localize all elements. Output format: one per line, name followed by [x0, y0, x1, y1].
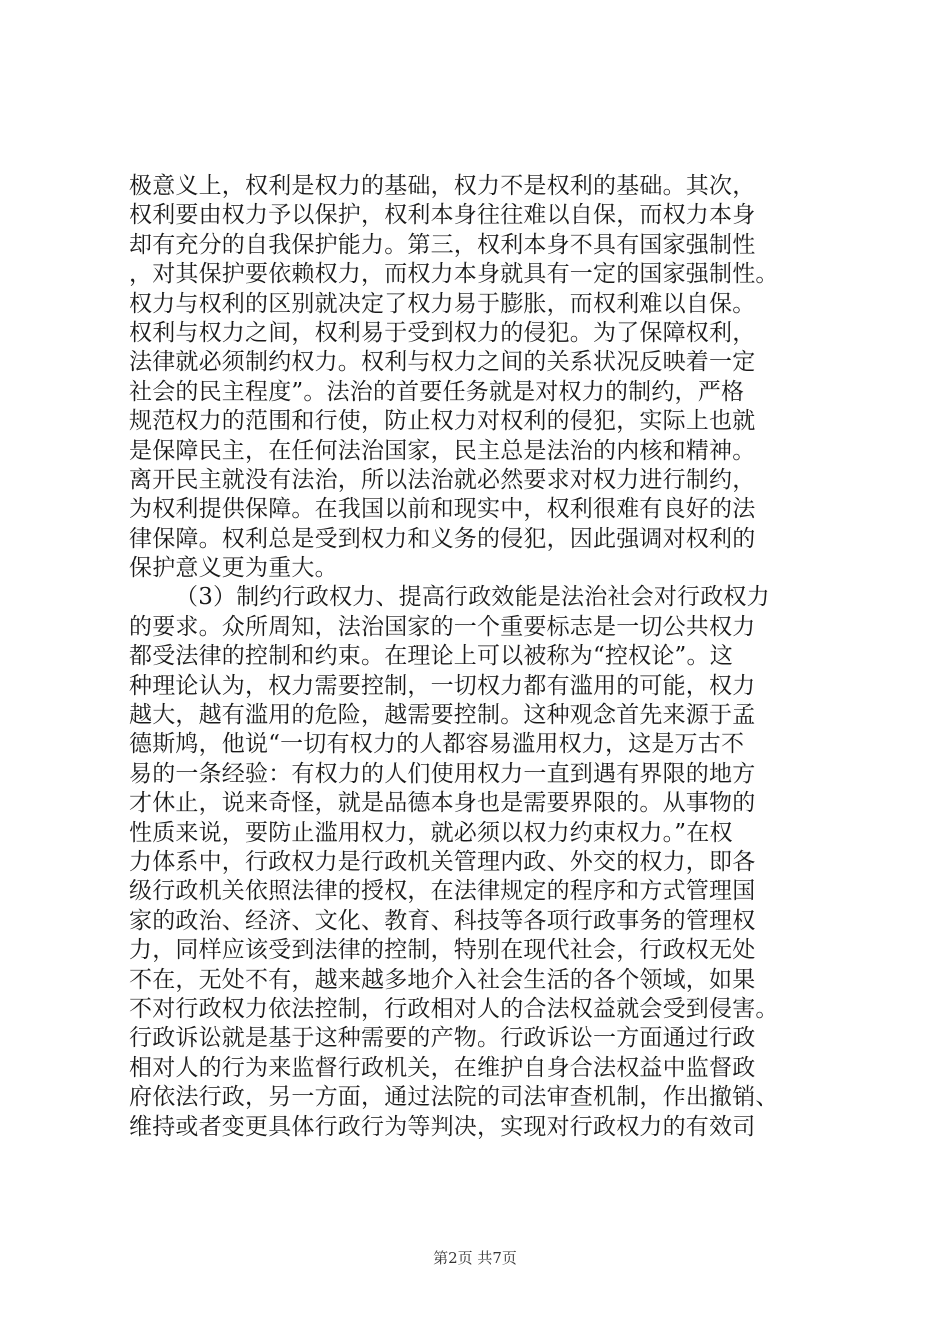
text-line: 极意义上，权利是权力的基础，权力不是权利的基础。其次，: [129, 173, 756, 199]
text-line: 行政诉讼就是基于这种需要的产物。行政诉讼一方面通过行政: [129, 1025, 756, 1052]
text-line: 的要求。众所周知，法治国家的一个重要标志是一切公共权力: [129, 613, 756, 640]
text-line: 才休止，说来奇怪，就是品德本身也是需要界限的。从事物的: [129, 790, 756, 817]
text-line: 权力与权利的区别就决定了权力易于膨胀，而权利难以自保。: [129, 290, 756, 317]
text-line: 法律就必须制约权力。权利与权力之间的关系状况反映着一定: [129, 349, 756, 376]
text-line: 德斯鸠，他说“一切有权力的人都容易滥用权力，这是万古不: [129, 731, 745, 758]
text-line: 不对行政权力依法控制，行政相对人的合法权益就会受到侵害。: [129, 995, 779, 1022]
text-line: 维持或者变更具体行政行为等判决，实现对行政权力的有效司: [129, 1113, 756, 1140]
text-line: 越大，越有滥用的危险，越需要控制。这种观念首先来源于孟: [129, 702, 756, 729]
text-line: 家的政治、经济、文化、教育、科技等各项行政事务的管理权: [129, 907, 756, 934]
text-line: 力，同样应该受到法律的控制，特别在现代社会，行政权无处: [129, 937, 756, 964]
text-line: 种理论认为，权力需要控制，一切权力都有滥用的可能，权力: [129, 672, 756, 699]
text-line: 为权利提供保障。在我国以前和现实中，权利很难有良好的法: [129, 496, 756, 523]
text-line: 却有充分的自我保护能力。第三，权利本身不具有国家强制性: [129, 231, 756, 258]
text-line: ，对其保护要依赖权力，而权力本身就具有一定的国家强制性。: [129, 261, 779, 288]
text-line: 不在，无处不有，越来越多地介入社会生活的各个领域，如果: [129, 966, 756, 993]
paragraph-start-line: （3）制约行政权力、提高行政效能是法治社会对行政权力: [175, 584, 770, 611]
text-line: 力体系中，行政权力是行政机关管理内政、外交的权力，即各: [129, 848, 756, 875]
text-line: 律保障。权利总是受到权力和义务的侵犯，因此强调对权利的: [129, 525, 756, 552]
text-line: 易的一条经验：有权力的人们使用权力一直到遇有界限的地方: [129, 760, 756, 787]
text-line: 权利要由权力予以保护，权利本身往往难以自保，而权力本身: [129, 202, 756, 229]
text-line: 规范权力的范围和行使，防止权力对权利的侵犯，实际上也就: [129, 408, 756, 435]
text-line: 府依法行政，另一方面，通过法院的司法审查机制，作出撤销、: [129, 1084, 779, 1111]
text-line: 性质来说，要防止滥用权力，就必须以权力约束权力。”在权: [129, 819, 733, 846]
text-line: 保护意义更为重大。: [129, 555, 338, 582]
text-line: 离开民主就没有法治，所以法治就必然要求对权力进行制约，: [129, 466, 756, 493]
text-line: 社会的民主程度”。法治的首要任务就是对权力的制约，严格: [129, 378, 745, 405]
page-footer: 第2页 共7页: [433, 1249, 517, 1267]
text-line: 级行政机关依照法律的授权，在法律规定的程序和方式管理国: [129, 878, 756, 905]
body-text: [129, 172, 849, 1142]
text-line: 相对人的行为来监督行政机关，在维护自身合法权益中监督政: [129, 1054, 756, 1081]
text-line: 都受法律的控制和约束。在理论上可以被称为“控权论”。这: [129, 643, 733, 670]
text-line: 是保障民主，在任何法治国家，民主总是法治的内核和精神。: [129, 437, 756, 464]
text-line: 权利与权力之间，权利易于受到权力的侵犯。为了保障权利，: [129, 319, 756, 346]
